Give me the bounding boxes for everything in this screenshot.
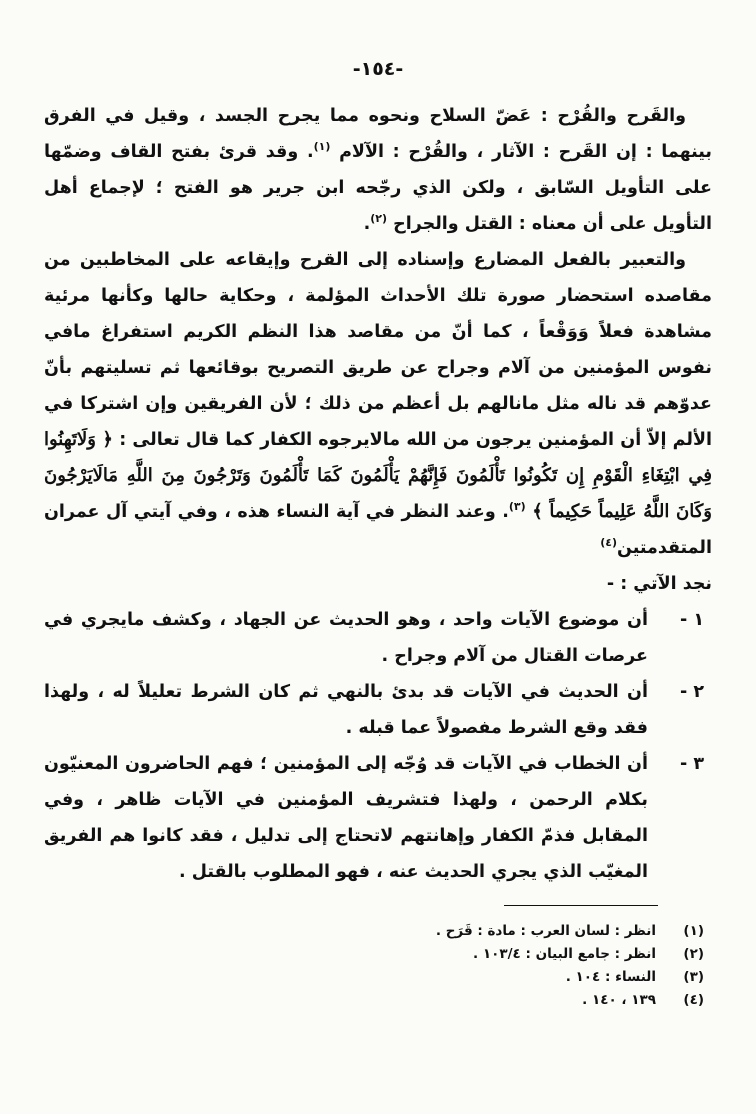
footnote-text: النساء : ١٠٤ . — [565, 969, 656, 985]
points-list — [44, 602, 712, 890]
list-item — [44, 674, 712, 746]
paragraph-1: والقَرح والقُرْح : عَضّ السلاح ونحوه مما يجرح الجسد ، وقيل في الفرق بينهما : إن القَرح : الآثار ، والقُرْح : الآلام $^{(١)}$. وقد قرئ بفتح القاف وضمّها على التأويل السّابق ، ولكن الذي رجّحه ابن جرير هو الفتح ؛ لإجماع أهل التأويل على أن معناه : القتل والجراح $^{(٢)}$. — [44, 106, 712, 234]
paragraph-1-text: والقَرح والقُرْح : عَضّ السلاح ونحوه مما يجرح الجسد ، وقيل في الفرق بينهما : إن القَرح : الآثار ، والقُرْح : الآلام — [44, 106, 712, 162]
footnote-ref-3: (٣) — [508, 500, 526, 514]
main-text — [44, 98, 712, 890]
footnote-text: انظر : جامع البيان : ١٠٣/٤ . — [473, 946, 656, 962]
point-number: ٢ - — [679, 682, 704, 702]
footnotes — [200, 920, 704, 1012]
footnote-number: (٢) — [683, 946, 704, 962]
paragraph-2-text: والتعبير بالفعل المضارع وإسناده إلى القرح وإيقاعه على المخاطبين من مقاصده استحضار صورة تلك الأحداث المؤلمة ، وحكاية حالها وكأنها مرئية مشاهدة فعلاً وَوَقْعاً ، كما أنّ من مقاصد هذا النظم الكريم استفراغ مافي نفوس المؤمنين من آلام وجراح عن طريق التصريح بوقائعها ثم تسليتهم بأنّ عدوّهم قد ناله مثل مانالهم بل أعظم من ذلك ؛ لأن الفريقين وإن اشتركا في الألم إلاّ أن المؤمنين يرجون من الله مالايرجوه الكفار كما قال تعالى : — [44, 250, 713, 450]
point-number: ٣ - — [679, 754, 704, 774]
paragraph-1b-text: وقد قرئ بفتح القاف وضمّها على التأويل السّابق ، ولكن الذي رجّحه ابن جرير هو الفتح ؛ لإجماع أهل التأويل على أن معناه : القتل والجراح — [44, 142, 712, 234]
footnote-number: (٤) — [683, 992, 704, 1008]
footnote-text: ١٣٩ ، ١٤٠ . — [582, 992, 656, 1008]
paragraph-3: نجد الآتي : - — [606, 574, 712, 594]
quran-verse: ﴿ وَلَاتَهِنُوا فِي ابْتِغَاءِ الْقَوْمِ إِن تَكُونُوا تَأْلَمُونَ فَإِنَّهُمْ يَأْلَمُونَ كَمَا تَأْلَمُونَ وَتَرْجُونَ مِنَ اللَّهِ مَالَايَرْجُونَ وَكَانَ اللَّهُ عَلِيماً حَكِيماً ﴾ — [44, 429, 712, 522]
footnote-ref-4: (٤) — [600, 536, 617, 550]
paragraph-2b-text: وعند النظر في آية النساء هذه ، وفي آيتي آل عمران المتقدمتين — [44, 502, 712, 558]
list-item — [44, 746, 712, 890]
footnote — [200, 989, 704, 1012]
point-number: ١ - — [679, 610, 704, 630]
footnote-divider — [504, 905, 658, 906]
point-text: أن موضوع الآيات واحد ، وهو الحديث عن الجهاد ، وكشف مايجري في عرصات القتال من آلام وجراح . — [44, 610, 648, 666]
footnote-number: (١) — [683, 923, 704, 939]
paragraph-2: والتعبير بالفعل المضارع وإسناده إلى القرح وإيقاعه على المخاطبين من مقاصده استحضار صورة تلك الأحداث المؤلمة ، وحكاية حالها وكأنها مرئية مشاهدة فعلاً وَوَقْعاً ، كما أنّ من مقاصد هذا النظم الكريم استفراغ مافي نفوس المؤمنين من آلام وجراح عن طريق التصريح بوقائعها ثم تسليتهم بأنّ عدوّهم قد ناله مثل مانالهم بل أعظم من ذلك ؛ لأن الفريقين وإن اشتركا في الألم إلاّ أن المؤمنين يرجون من الله مالايرجوه الكفار كما قال تعالى : ﴿ وَلَاتَهِنُوا فِي ابْتِغَاءِ الْقَوْمِ إِن تَكُونُوا تَأْلَمُونَ فَإِنَّهُمْ يَأْلَمُونَ كَمَا تَأْلَمُونَ وَتَرْجُونَ مِنَ اللَّهِ مَالَايَرْجُونَ وَكَانَ اللَّهُ عَلِيماً حَكِيماً ﴾ $^{(٣)}$. وعند النظر في آية النساء هذه ، وفي آيتي آل عمران المتقدمتين$^{(٤)}$ — [44, 250, 713, 558]
point-text: أن الحديث في الآيات قد بدئ بالنهي ثم كان الشرط تعليلاً له ، ولهذا فقد وقع الشرط مفصولاً عما قبله . — [44, 682, 648, 738]
footnote — [200, 943, 704, 966]
footnote — [200, 966, 704, 989]
footnote-text: انظر : لسان العرب : مادة : قَرَح . — [435, 923, 656, 939]
page-number: -١٥٤- — [352, 58, 404, 80]
footnote — [200, 920, 704, 943]
point-text: أن الخطاب في الآيات قد وُجّه إلى المؤمنين ؛ فهم الحاضرون المعنيّون بكلام الرحمن ، ولهذا فتشريف المؤمنين في الآيات ظاهر ، وفي المقابل فذمّ الكفار وإهانتهم لاتحتاج إلى تدليل ، فقد كانوا هم الفريق المغيّب الذي يجري الحديث عنه ، فهو المطلوب بالقتل . — [44, 754, 648, 882]
footnote-ref-2: (٢) — [370, 212, 388, 226]
footnote-ref-1: (١) — [313, 140, 331, 154]
footnote-number: (٣) — [683, 969, 704, 985]
list-item — [44, 602, 712, 674]
